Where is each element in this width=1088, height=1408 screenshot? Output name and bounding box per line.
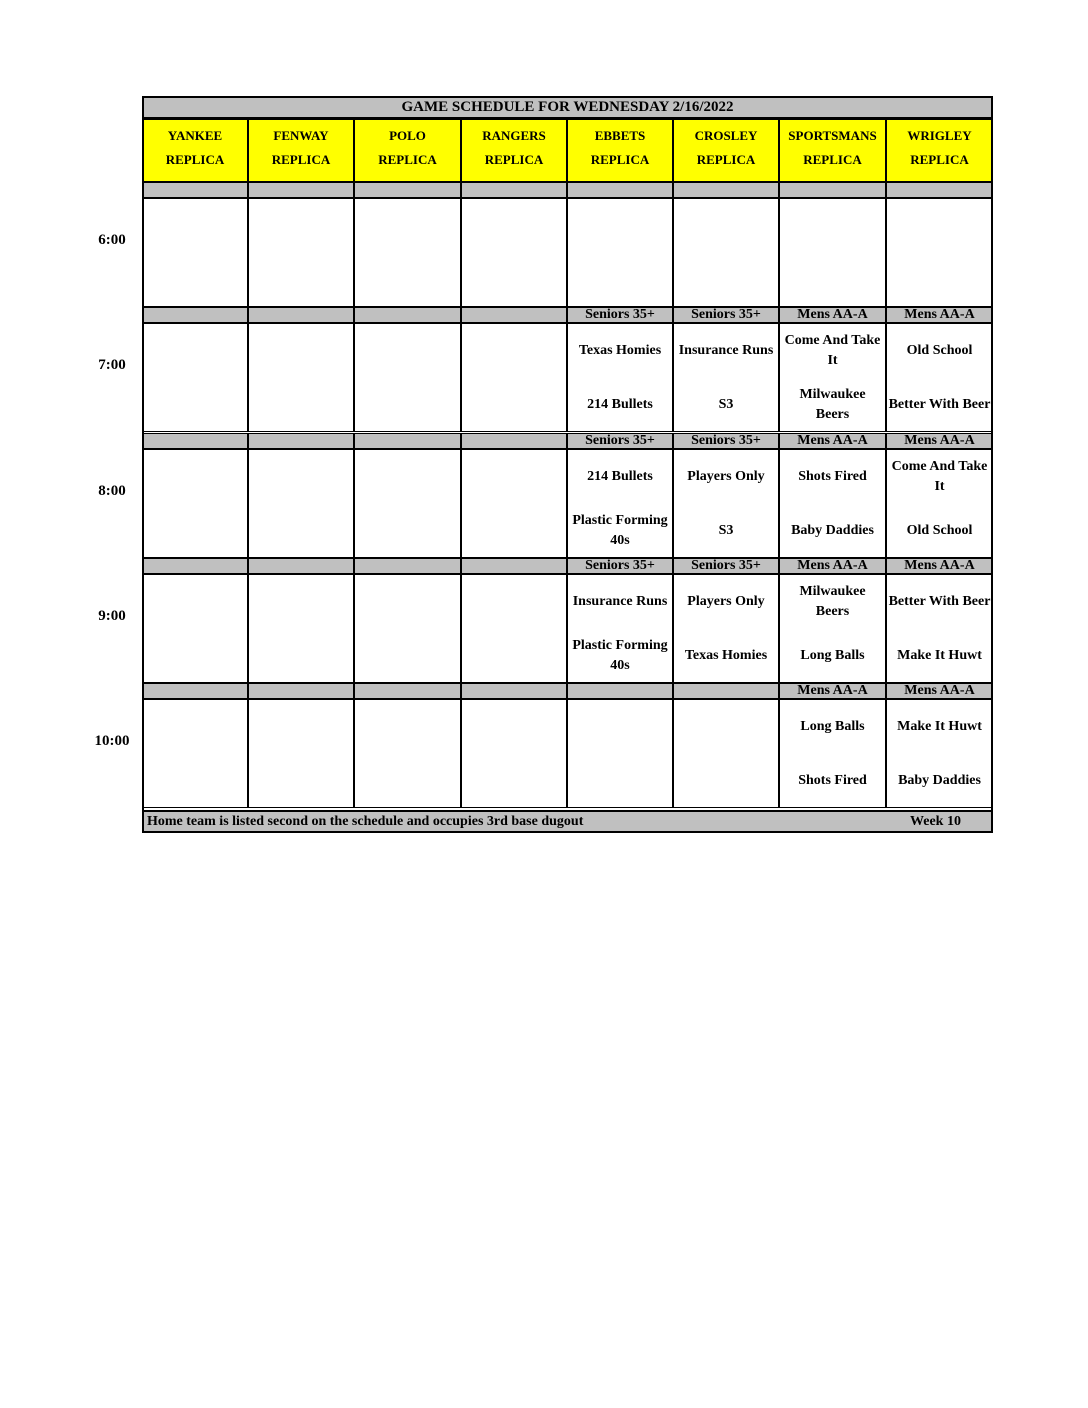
game-cell (673, 198, 779, 307)
game-cell (779, 323, 886, 432)
away-team: Insurance Runs (678, 343, 774, 358)
game-cell (248, 198, 354, 307)
field-name: POLO (389, 128, 426, 143)
away-team: Insurance Runs (572, 594, 668, 609)
schedule-title: GAME SCHEDULE FOR WEDNESDAY 2/16/2022 (142, 96, 993, 119)
division-band (354, 683, 461, 699)
home-team: Plastic Forming 40s (572, 513, 668, 548)
field-header-ebbets (567, 119, 673, 182)
field-subtitle: REPLICA (910, 152, 969, 167)
division-band: Mens AA-A (886, 558, 993, 574)
division-band (248, 683, 354, 699)
home-team: S3 (718, 523, 734, 538)
home-team (249, 629, 353, 683)
field-subtitle: REPLICA (484, 152, 544, 167)
home-team: Milwaukee Beers (799, 387, 866, 422)
division-band: Mens AA-A (886, 683, 993, 699)
division-band: Seniors 35+ (567, 558, 673, 574)
game-cell (354, 449, 461, 558)
game-cell (567, 449, 673, 558)
home-team (355, 378, 460, 432)
game-cell (248, 574, 354, 683)
game-cell (142, 699, 248, 808)
home-team: Old School (906, 523, 973, 538)
week-label: Week 10 (910, 814, 961, 829)
division-band (142, 558, 248, 574)
game-cell (354, 574, 461, 683)
game-cell (248, 699, 354, 808)
time-label: 7:00 (98, 357, 126, 373)
game-cell (248, 449, 354, 558)
footer-note: Home team is listed second on the schedule and occupies 3rd base dugout (147, 814, 584, 829)
division-band (673, 182, 779, 198)
away-team (143, 575, 247, 629)
home-team (462, 754, 566, 808)
away-team (674, 199, 778, 253)
game-cell (673, 699, 779, 808)
division-band: Seniors 35+ (673, 558, 779, 574)
grid-right-border (991, 119, 993, 810)
division-band: Seniors 35+ (673, 307, 779, 323)
game-cell (354, 198, 461, 307)
time-label: 10:00 (94, 733, 130, 749)
game-cell (886, 574, 993, 683)
field-header-polo (354, 119, 461, 182)
division-band: Mens AA-A (779, 558, 886, 574)
home-team: Plastic Forming 40s (572, 638, 668, 673)
away-team: Better With Beer (888, 594, 991, 609)
home-team: S3 (718, 397, 734, 412)
field-name: RANGERS (482, 128, 546, 143)
division-band: Mens AA-A (886, 433, 993, 449)
away-team (462, 575, 566, 629)
game-cell (354, 699, 461, 808)
home-team (355, 629, 460, 683)
time-label: 9:00 (98, 608, 126, 624)
field-header-rangers (461, 119, 567, 182)
field-name: FENWAY (273, 128, 329, 143)
division-band (354, 433, 461, 449)
division-band (142, 433, 248, 449)
away-team (674, 700, 778, 754)
away-team: Come And Take It (784, 333, 881, 368)
field-subtitle: REPLICA (271, 152, 331, 167)
away-team (568, 199, 672, 253)
division-band (461, 683, 567, 699)
away-team (462, 324, 566, 378)
home-team: 214 Bullets (587, 397, 653, 412)
home-team (568, 253, 672, 307)
away-team (355, 324, 460, 378)
game-cell (886, 699, 993, 808)
away-team (249, 199, 353, 253)
away-team: 214 Bullets (587, 469, 653, 484)
division-band: Mens AA-A (779, 683, 886, 699)
home-team (780, 253, 885, 307)
home-team (674, 253, 778, 307)
game-cell (886, 198, 993, 307)
division-band: Seniors 35+ (567, 307, 673, 323)
away-team: Texas Homies (578, 343, 662, 358)
division-band (354, 182, 461, 198)
away-team: Long Balls (800, 719, 865, 734)
away-team (462, 450, 566, 504)
game-cell (567, 574, 673, 683)
division-band (886, 182, 993, 198)
division-band (779, 182, 886, 198)
game-cell (886, 323, 993, 432)
game-cell (248, 323, 354, 432)
home-team (143, 754, 247, 808)
away-team (462, 700, 566, 754)
away-team (143, 199, 247, 253)
away-team (355, 700, 460, 754)
game-cell (142, 449, 248, 558)
home-team: Make It Huwt (897, 648, 982, 663)
home-team (887, 253, 992, 307)
away-team (143, 450, 247, 504)
game-cell (142, 574, 248, 683)
home-team (674, 754, 778, 808)
division-band (461, 307, 567, 323)
away-team (355, 575, 460, 629)
field-header-sportsmans (779, 119, 886, 182)
home-team (143, 504, 247, 558)
division-band (354, 558, 461, 574)
division-band (461, 558, 567, 574)
away-team (462, 199, 566, 253)
field-header-crosley (673, 119, 779, 182)
game-cell (673, 323, 779, 432)
division-band (354, 307, 461, 323)
field-subtitle: REPLICA (378, 152, 437, 167)
home-team (462, 629, 566, 683)
home-team: Texas Homies (684, 648, 768, 663)
away-team: Shots Fired (798, 469, 867, 484)
field-name: WRIGLEY (907, 128, 972, 143)
away-team: Come And Take It (891, 459, 988, 494)
division-band: Mens AA-A (779, 307, 886, 323)
field-name: CROSLEY (694, 128, 758, 143)
home-team (462, 504, 566, 558)
home-team (355, 754, 460, 808)
field-name: EBBETS (594, 128, 646, 143)
division-band: Seniors 35+ (567, 433, 673, 449)
game-cell (461, 574, 567, 683)
time-label: 8:00 (98, 483, 126, 499)
game-cell (461, 323, 567, 432)
division-band (567, 182, 673, 198)
schedule-footer (142, 810, 993, 833)
time-label: 6:00 (98, 232, 126, 248)
division-band: Mens AA-A (886, 307, 993, 323)
away-team (780, 199, 885, 253)
away-team (568, 700, 672, 754)
field-name: SPORTSMANS (788, 128, 877, 143)
grid-left-border (142, 119, 144, 810)
away-team (355, 450, 460, 504)
home-team: Long Balls (800, 648, 865, 663)
away-team (355, 199, 460, 253)
game-cell (779, 574, 886, 683)
game-cell (779, 449, 886, 558)
home-team (249, 253, 353, 307)
home-team: Better With Beer (888, 397, 991, 412)
game-cell (461, 699, 567, 808)
division-band (248, 433, 354, 449)
home-team (143, 378, 247, 432)
away-team (143, 324, 247, 378)
game-cell (779, 699, 886, 808)
game-cell (673, 449, 779, 558)
division-band (248, 558, 354, 574)
away-team: Old School (906, 343, 973, 358)
division-band (142, 182, 248, 198)
game-cell (461, 449, 567, 558)
game-cell (354, 323, 461, 432)
field-header-fenway (248, 119, 354, 182)
away-team: Milwaukee Beers (799, 584, 866, 619)
away-team (887, 199, 992, 253)
away-team (249, 450, 353, 504)
away-team (249, 324, 353, 378)
home-team (568, 754, 672, 808)
home-team: Baby Daddies (898, 773, 981, 788)
field-subtitle: REPLICA (590, 152, 650, 167)
division-band: Mens AA-A (779, 433, 886, 449)
game-cell (567, 699, 673, 808)
away-team (249, 575, 353, 629)
home-team (143, 629, 247, 683)
home-team (249, 378, 353, 432)
home-team (355, 253, 460, 307)
field-name: YANKEE (167, 128, 223, 143)
home-team (462, 378, 566, 432)
home-team (249, 754, 353, 808)
home-team (143, 253, 247, 307)
division-band (248, 182, 354, 198)
away-team: Players Only (687, 469, 765, 484)
game-cell (673, 574, 779, 683)
game-cell (567, 323, 673, 432)
away-team (249, 700, 353, 754)
home-team (355, 504, 460, 558)
game-cell (142, 323, 248, 432)
field-subtitle: REPLICA (165, 152, 225, 167)
game-cell (461, 198, 567, 307)
division-band (567, 683, 673, 699)
game-cell (142, 198, 248, 307)
away-team: Make It Huwt (897, 719, 982, 734)
home-team: Baby Daddies (791, 523, 874, 538)
division-band (461, 182, 567, 198)
division-band (142, 307, 248, 323)
division-band (248, 307, 354, 323)
away-team (143, 700, 247, 754)
field-subtitle: REPLICA (696, 152, 756, 167)
field-header-wrigley (886, 119, 993, 182)
away-team: Players Only (687, 594, 765, 609)
home-team: Shots Fired (798, 773, 867, 788)
division-band (461, 433, 567, 449)
division-band: Seniors 35+ (673, 433, 779, 449)
home-team (462, 253, 566, 307)
home-team (249, 504, 353, 558)
field-header-yankee (142, 119, 248, 182)
game-cell (779, 198, 886, 307)
division-band (142, 683, 248, 699)
game-cell (886, 449, 993, 558)
division-band (673, 683, 779, 699)
game-cell (567, 198, 673, 307)
field-subtitle: REPLICA (803, 152, 862, 167)
